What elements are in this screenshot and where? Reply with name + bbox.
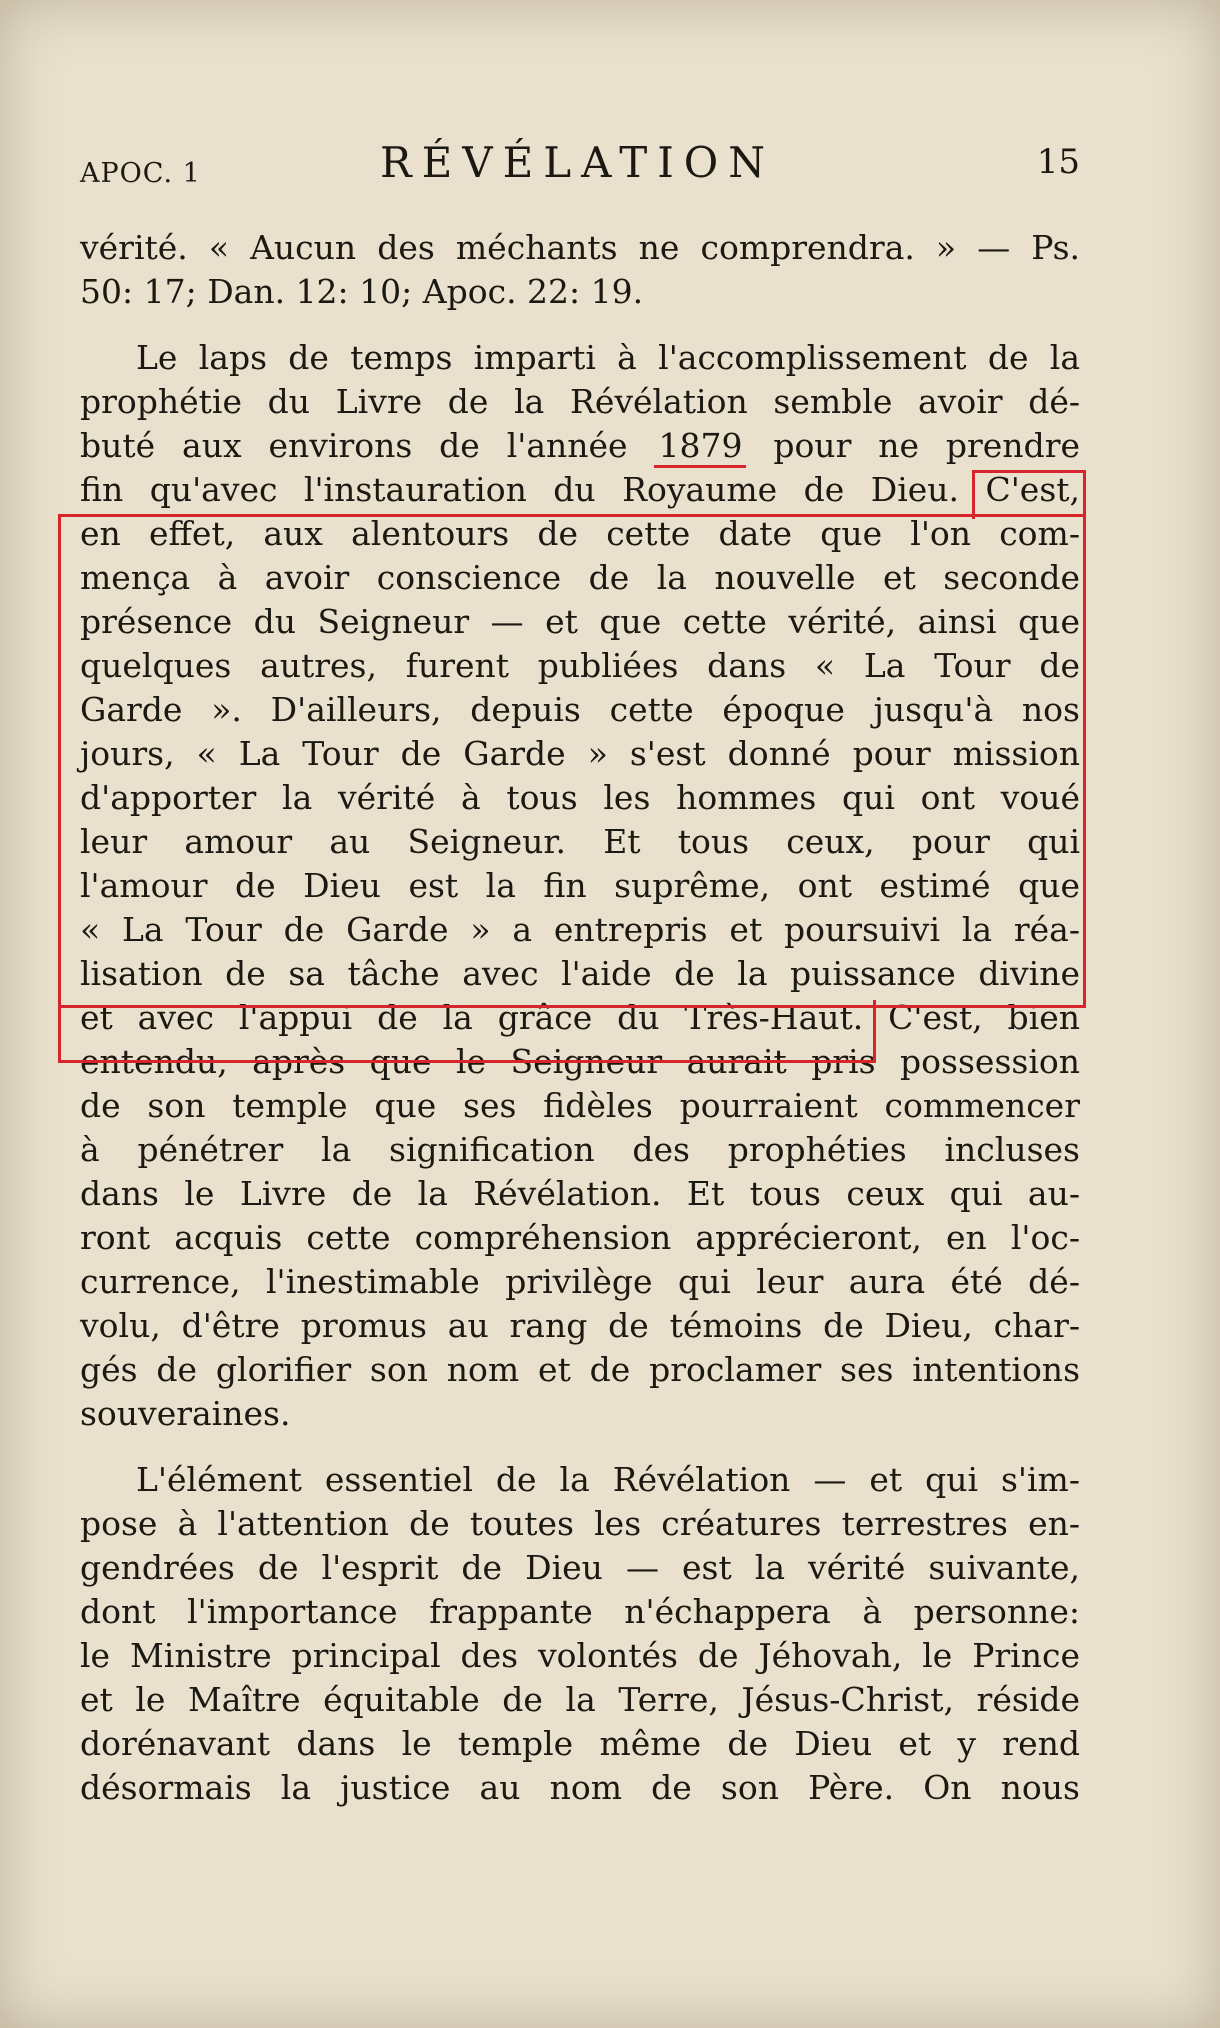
text-line: lisation de sa tâche avec l'aide de la puissance divine bbox=[80, 954, 1080, 993]
text-line bbox=[80, 424, 1080, 468]
page-header bbox=[80, 138, 1080, 198]
text-line: en effet, aux alentours de cette date que l'on com- bbox=[80, 514, 1080, 553]
text-line: 50: 17; Dan. 12: 10; Apoc. 22: 19. bbox=[80, 272, 644, 311]
text-line: fin qu'avec l'instauration du Royaume de Dieu. C'est, bbox=[80, 470, 1080, 509]
text-line: gendrées de l'esprit de Dieu — est la vérité suivante, bbox=[80, 1548, 1080, 1587]
text-line: Le laps de temps imparti à l'accomplissement de la bbox=[136, 338, 1080, 377]
text-segment: pour ne prendre bbox=[746, 426, 1080, 465]
text-line: et le Maître équitable de la Terre, Jésus-Christ, réside bbox=[80, 1680, 1080, 1719]
text-line: entendu, après que le Seigneur aurait pris possession bbox=[80, 1042, 1080, 1081]
text-line: currence, l'inestimable privilège qui leur aura été dé- bbox=[80, 1262, 1080, 1301]
text-line: ront acquis cette compréhension apprécieront, en l'oc- bbox=[80, 1218, 1080, 1257]
text-line: le Ministre principal des volontés de Jéhovah, le Prince bbox=[80, 1636, 1080, 1675]
text-line: leur amour au Seigneur. Et tous ceux, pour qui bbox=[80, 822, 1080, 861]
text-line: de son temple que ses fidèles pourraient commencer bbox=[80, 1086, 1080, 1125]
page-number: 15 bbox=[1036, 142, 1080, 182]
running-head: APOC. 1 bbox=[80, 158, 201, 189]
text-line: quelques autres, furent publiées dans « La Tour de bbox=[80, 646, 1080, 685]
text-line: dont l'importance frappante n'échappera à personne: bbox=[80, 1592, 1080, 1631]
text-line: prophétie du Livre de la Révélation semble avoir dé- bbox=[80, 382, 1080, 421]
underlined-year: 1879 bbox=[654, 426, 746, 468]
text-line: dans le Livre de la Révélation. Et tous ceux qui au- bbox=[80, 1174, 1080, 1213]
text-line: présence du Seigneur — et que cette vérité, ainsi que bbox=[80, 602, 1080, 641]
text-line: jours, « La Tour de Garde » s'est donné pour mission bbox=[80, 734, 1080, 773]
text-line: d'apporter la vérité à tous les hommes qui ont voué bbox=[80, 778, 1080, 817]
text-line: vérité. « Aucun des méchants ne comprendra. » — Ps. bbox=[80, 228, 1080, 267]
text-line: L'élément essentiel de la Révélation — et qui s'im- bbox=[136, 1460, 1080, 1499]
text-line: mença à avoir conscience de la nouvelle et seconde bbox=[80, 558, 1080, 597]
text-line: l'amour de Dieu est la fin suprême, ont estimé que bbox=[80, 866, 1080, 905]
text-line: « La Tour de Garde » a entrepris et poursuivi la réa- bbox=[80, 910, 1080, 949]
chapter-title: RÉVÉLATION bbox=[380, 138, 775, 187]
body-text bbox=[80, 226, 1080, 1810]
text-line: désormais la justice au nom de son Père. On nous bbox=[80, 1768, 1080, 1807]
text-line: à pénétrer la signification des prophéties incluses bbox=[80, 1130, 1080, 1169]
text-line: Garde ». D'ailleurs, depuis cette époque jusqu'à nos bbox=[80, 690, 1080, 729]
text-line: souveraines. bbox=[80, 1394, 291, 1433]
text-line: volu, d'être promus au rang de témoins de Dieu, char- bbox=[80, 1306, 1080, 1345]
text-line: dorénavant dans le temple même de Dieu et y rend bbox=[80, 1724, 1080, 1763]
text-line: et avec l'appui de la grâce du Très-Haut. C'est, bien bbox=[80, 998, 1080, 1037]
text-line: pose à l'attention de toutes les créatures terrestres en- bbox=[80, 1504, 1080, 1543]
text-line: gés de glorifier son nom et de proclamer ses intentions bbox=[80, 1350, 1080, 1389]
text-segment: buté aux environs de l'année bbox=[80, 426, 655, 465]
